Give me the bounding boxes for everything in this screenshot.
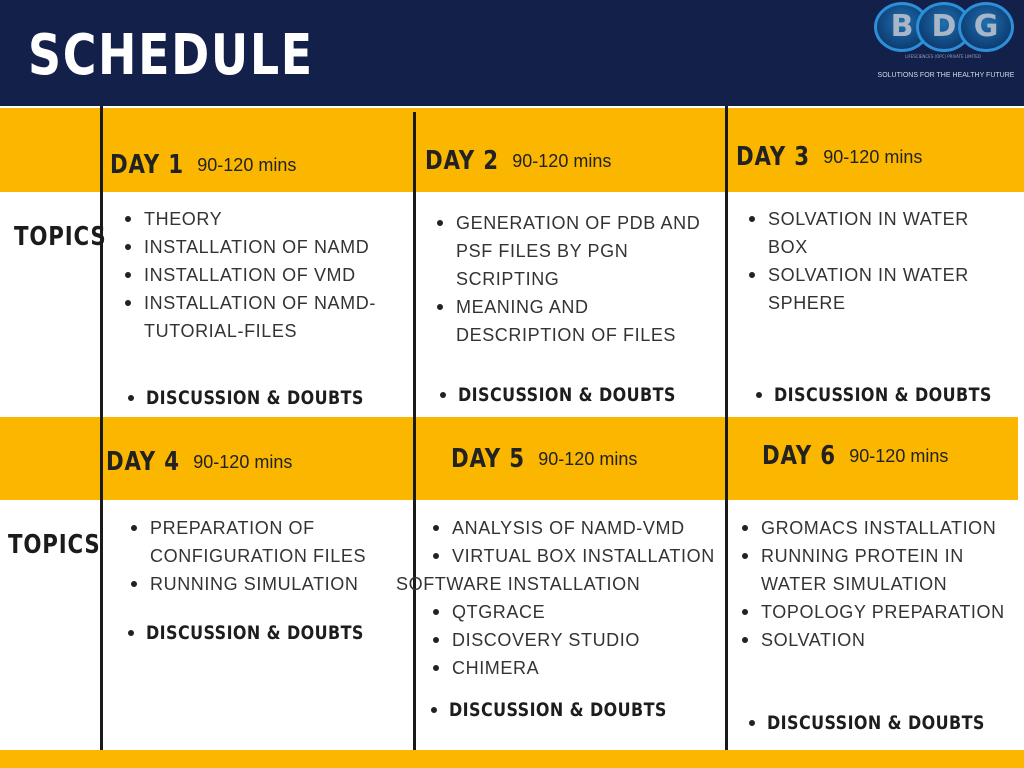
day-1-discussion	[126, 386, 405, 410]
day-duration: 90-120 mins	[197, 155, 297, 175]
day-5-discussion	[429, 698, 708, 722]
header-bar	[0, 0, 1024, 106]
topic-item: SOLVATION	[737, 626, 1022, 654]
logo-letter-b: B	[874, 2, 930, 52]
day-3-header	[736, 142, 922, 172]
day-2-topics	[432, 209, 722, 349]
discussion-label: DISCUSSION & DOUBTS	[458, 384, 676, 406]
day-duration: 90-120 mins	[849, 446, 949, 466]
topic-item: INSTALLATION OF VMD	[120, 261, 400, 289]
topic-item: CHIMERA	[428, 654, 724, 682]
logo-subtitle: LIFESCIENCES (OPC) PRIVATE LIMITED	[905, 54, 981, 59]
day-3-topics	[744, 205, 994, 317]
topic-item: SOLVATION IN WATER BOX	[744, 205, 994, 261]
day-label: DAY 4	[106, 447, 180, 477]
day-5-topics	[396, 514, 724, 682]
topic-item: PREPARATION OF CONFIGURATION FILES	[126, 514, 406, 570]
topic-item: GROMACS INSTALLATION	[737, 514, 1022, 542]
day-2-header	[425, 146, 611, 176]
day-4-header	[106, 447, 292, 477]
day-duration: 90-120 mins	[538, 449, 638, 469]
discussion-label: DISCUSSION & DOUBTS	[146, 387, 364, 409]
column-divider-1	[100, 106, 103, 750]
day-1-header	[110, 150, 296, 180]
day-label: DAY 5	[451, 444, 525, 474]
topic-item: THEORY	[120, 205, 400, 233]
day-duration: 90-120 mins	[512, 151, 612, 171]
day-6-topics	[737, 514, 1022, 654]
topic-item: GENERATION OF PDB AND PSF FILES BY PGN SCRIPTING	[432, 209, 722, 293]
day-6-discussion	[747, 711, 1024, 735]
logo-tagline: SOLUTIONS FOR THE HEALTHY FUTURE	[877, 72, 1015, 79]
page-title: SCHEDULE	[28, 23, 314, 88]
day-6-header	[762, 441, 948, 471]
topic-item: TOPOLOGY PREPARATION	[737, 598, 1022, 626]
day-1-topics	[120, 205, 400, 345]
discussion-label: DISCUSSION & DOUBTS	[774, 384, 992, 406]
topic-item: RUNNING PROTEIN IN WATER SIMULATION	[737, 542, 1022, 598]
topic-item: INSTALLATION OF NAMD-TUTORIAL-FILES	[120, 289, 400, 345]
discussion-label: DISCUSSION & DOUBTS	[449, 699, 667, 721]
topic-item: MEANING AND DESCRIPTION OF FILES	[432, 293, 722, 349]
day-duration: 90-120 mins	[193, 452, 293, 472]
column-divider-2	[413, 112, 416, 750]
day-3-discussion	[754, 383, 1024, 407]
day-label: DAY 3	[736, 142, 810, 172]
discussion-label: DISCUSSION & DOUBTS	[767, 712, 985, 734]
day-4-topics	[126, 514, 406, 598]
topic-item: QTGRACE	[428, 598, 724, 626]
company-logo	[868, 2, 1024, 82]
topic-item: ANALYSIS OF NAMD-VMD	[428, 514, 724, 542]
footer-band	[0, 750, 1024, 768]
day-label: DAY 1	[110, 150, 184, 180]
topic-item: INSTALLATION OF NAMD	[120, 233, 400, 261]
column-divider-3	[725, 106, 728, 750]
topic-item: RUNNING SIMULATION	[126, 570, 406, 598]
topic-item: SOLVATION IN WATER SPHERE	[744, 261, 994, 317]
day-5-header	[451, 444, 637, 474]
discussion-label: DISCUSSION & DOUBTS	[146, 622, 364, 644]
topic-item: DISCOVERY STUDIO	[428, 626, 724, 654]
logo-letter-g: G	[958, 2, 1014, 52]
topics-label-row-1: TOPICS	[14, 222, 107, 252]
topic-item: VIRTUAL BOX INSTALLATION	[428, 542, 724, 570]
day-label: DAY 6	[762, 441, 836, 471]
day-2-discussion	[438, 383, 717, 407]
day-4-discussion	[126, 621, 405, 645]
topics-label-row-2: TOPICS	[8, 530, 101, 560]
topic-item: SOFTWARE INSTALLATION	[396, 574, 641, 594]
logo-letter-d: D	[916, 2, 972, 52]
day-duration: 90-120 mins	[823, 147, 923, 167]
day-label: DAY 2	[425, 146, 499, 176]
